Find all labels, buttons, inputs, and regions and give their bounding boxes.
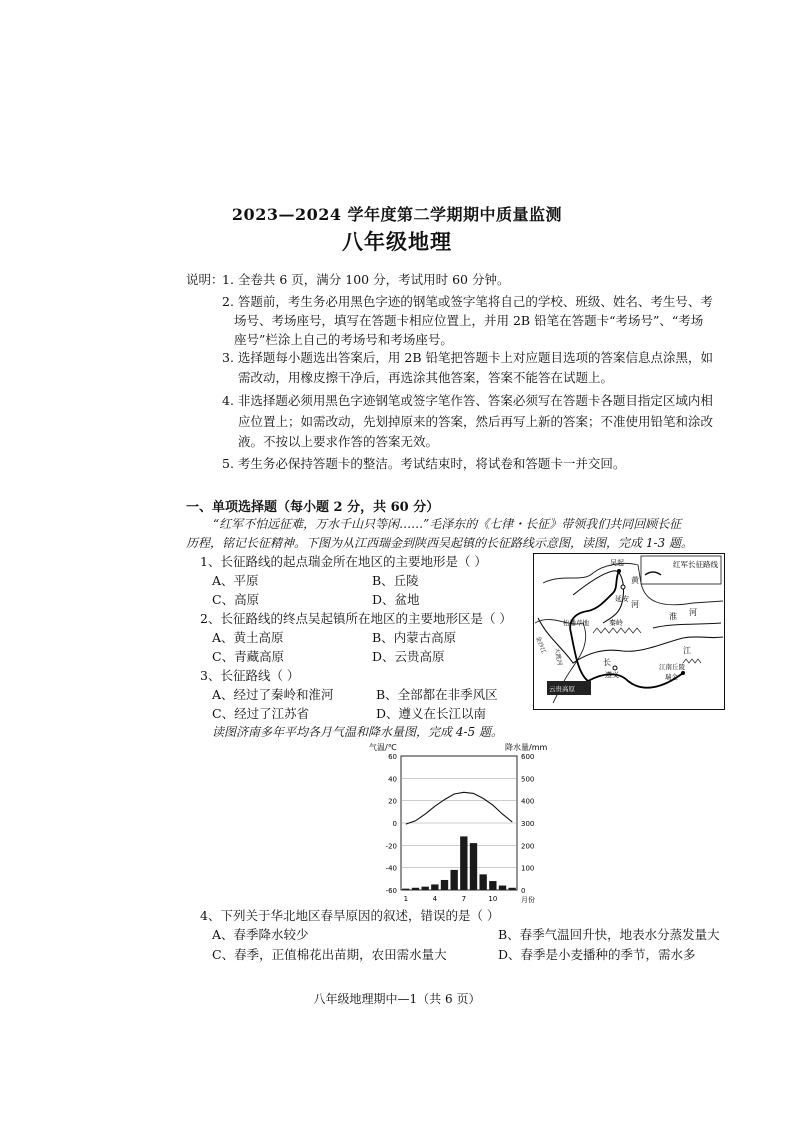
- yanan-dot: [621, 585, 625, 589]
- section-intro-2: 历程，铭记长征精神。下图为从江西瑞金到陕西吴起镇的长征路线示意图，读图，完成 1-3 题。: [186, 536, 693, 550]
- precipitation-tick-label: 500: [521, 775, 535, 784]
- precipitation-bar-4: [431, 884, 438, 890]
- label-qinling: 秦岭: [609, 619, 623, 627]
- precipitation-bar-5: [441, 880, 448, 890]
- question-1-option-b: B、丘陵: [372, 573, 419, 588]
- label-ruijin: 瑞金: [665, 673, 678, 681]
- question-4-option-c: C、春季，正值棉花出苗期，农田需水量大: [212, 947, 447, 962]
- exam-subject: 八年级地理: [342, 229, 452, 254]
- page-footer: 八年级地理期中—1（共 6 页）: [313, 992, 481, 1006]
- question-4-option-d: D、春季是小麦播种的季节，需水多: [498, 947, 696, 962]
- question-3-stem: 3、长征路线（ ）: [200, 668, 300, 683]
- instruction-2-cont2: 座号”栏涂上自己的考场号和考场座号。: [234, 332, 453, 347]
- question-2-stem: 2、长征路线的终点吴起镇所在地区的主要地形区是（ ）: [200, 611, 512, 626]
- label-plateau: 云贵高原: [549, 685, 575, 693]
- question-2-option-d: D、云贵高原: [372, 649, 445, 664]
- question-1-option-d: D、盆地: [372, 592, 420, 607]
- question-3-option-a: A、经过了秦岭和淮河: [212, 687, 334, 702]
- zunyi-dot: [613, 666, 617, 670]
- precipitation-tick-label: 100: [521, 864, 535, 873]
- exam-title: 2023—2024 学年度第二学期期中质量监测: [231, 205, 563, 224]
- instructions-label: 说明：: [186, 272, 224, 287]
- temperature-tick-label: -60: [385, 887, 397, 895]
- label-songpan: 松潘草地: [563, 619, 589, 627]
- precipitation-bar-10: [489, 881, 496, 890]
- question-3-option-d: D、遵义在长江以南: [376, 706, 487, 721]
- precipitation-tick-label: 400: [521, 797, 535, 806]
- question-3-option-c: C、经过了江苏省: [212, 706, 310, 721]
- label-hills: 江南丘陵: [659, 663, 685, 671]
- label-yanan: 延安: [615, 595, 629, 603]
- instruction-4: 4. 非选择题必须用黑色字迹钢笔或签字笔作答、答案必须写在答题卡各题目指定区域内相: [222, 393, 713, 408]
- precipitation-bar-1: [402, 889, 409, 890]
- instruction-5: 5. 考生务必保持答题卡的整洁。考试结束时，将试卷和答题卡一并交回。: [222, 456, 626, 471]
- temperature-tick-label: 40: [388, 775, 397, 784]
- question-3-option-b: B、全部都在非季风区: [376, 687, 498, 702]
- chart-x-label: 月份: [521, 896, 535, 904]
- instruction-2-cont: 场号、考场座号，填写在答题卡相应位置上，并用 2B 铅笔在答题卡“考场号”、“考场: [234, 313, 704, 328]
- long-march-map: [533, 553, 725, 710]
- temperature-ticks: [386, 753, 397, 895]
- instruction-1: 1. 全卷共 6 页，满分 100 分，考试用时 60 分钟。: [222, 272, 510, 287]
- precipitation-bar-2: [412, 888, 419, 890]
- instruction-3-cont: 需改动，用橡皮擦干净后，再选涂其他答案，答案不能答在试题上。: [238, 370, 614, 385]
- precipitation-tick-label: 0: [521, 887, 526, 895]
- month-ticks: [404, 895, 498, 903]
- month-tick-label: 7: [461, 895, 467, 903]
- label-he2: 河: [689, 608, 697, 617]
- instruction-3: 3. 选择题每小题选出答案后，用 2B 铅笔把答题卡上对应题目选项的答案信息点涂黑，如: [222, 350, 713, 365]
- wuqi-dot: [617, 569, 621, 573]
- precipitation-bar-3: [421, 887, 428, 890]
- temperature-tick-label: 0: [392, 820, 397, 828]
- instruction-2: 2. 答题前，考生务必用黑色字迹的钢笔或签字笔将自己的学校、班级、姓名、考生号、考: [222, 294, 713, 309]
- map-legend-text: [673, 559, 718, 569]
- question-2-option-c: C、青藏高原: [212, 649, 285, 664]
- precipitation-bar-12: [508, 888, 515, 890]
- precipitation-ticks: [521, 753, 534, 895]
- map-legend-label: 红军长征路线: [673, 560, 718, 569]
- label-dadu: 大渡河: [553, 647, 564, 667]
- precipitation-tick-label: 300: [521, 820, 535, 828]
- question-1-option-a: A、平原: [212, 573, 259, 588]
- month-tick-label: 10: [488, 895, 498, 903]
- temperature-tick-label: -20: [385, 842, 397, 851]
- chart-right-axis-label: 降水量/mm: [505, 743, 548, 752]
- section-heading: 一、单项选择题（每小题 2 分，共 60 分）: [186, 500, 440, 515]
- label-jinshajiang: 金沙江: [534, 635, 547, 655]
- label-jiang: 江: [683, 646, 691, 655]
- section-intro-1: “红军不怕远征难，万水千山只等闲……”毛泽东的《七律・长征》带领我们共同回顾长征: [213, 517, 682, 531]
- month-tick-label: 1: [403, 895, 409, 903]
- chart-intro: 读图济南多年平均各月气温和降水量图，完成 4-5 题。: [212, 725, 503, 739]
- label-huai: 淮: [669, 612, 677, 621]
- question-4-option-b: B、春季气温回升快，地表水分蒸发量大: [498, 927, 720, 942]
- temperature-tick-label: 60: [388, 753, 397, 761]
- precipitation-bar-11: [499, 886, 506, 890]
- temperature-tick-label: 20: [388, 797, 397, 806]
- ruijin-dot: [681, 671, 685, 675]
- precipitation-bar-9: [479, 874, 486, 890]
- question-2-option-b: B、内蒙古高原: [372, 630, 457, 645]
- question-1-stem: 1、长征路线的起点瑞金所在地区的主要地形是（ ）: [200, 554, 487, 569]
- precipitation-tick-label: 600: [521, 753, 535, 761]
- precipitation-bar-7: [460, 836, 467, 890]
- temperature-tick-label: -40: [385, 864, 397, 873]
- question-1-option-c: C、高原: [212, 592, 260, 607]
- question-2-option-a: A、黄土高原: [212, 630, 284, 645]
- chart-left-axis-label: 气温/℃: [369, 743, 397, 752]
- question-4-option-a: A、春季降水较少: [212, 927, 309, 942]
- climate-chart: [355, 740, 555, 905]
- month-tick-label: 4: [432, 895, 438, 903]
- label-he1: 河: [631, 600, 639, 609]
- precipitation-bar-8: [470, 843, 477, 890]
- label-yellow: 黄: [631, 576, 639, 585]
- precipitation-bar-6: [450, 870, 457, 890]
- label-zunyi: 遵义: [605, 671, 619, 679]
- label-chang: 长: [603, 658, 611, 667]
- instruction-4-cont: 应位置上；如需改动，先划掉原来的答案，然后再写上新的答案；不准使用铅笔和涂改: [238, 414, 714, 429]
- question-4-stem: 4、下列关于华北地区春旱原因的叙述，错误的是（ ）: [200, 908, 500, 923]
- instruction-4-cont2: 液。不按以上要求作答的答案无效。: [238, 434, 439, 449]
- precipitation-tick-label: 200: [521, 842, 535, 851]
- label-wuqi: 吴起: [610, 559, 624, 567]
